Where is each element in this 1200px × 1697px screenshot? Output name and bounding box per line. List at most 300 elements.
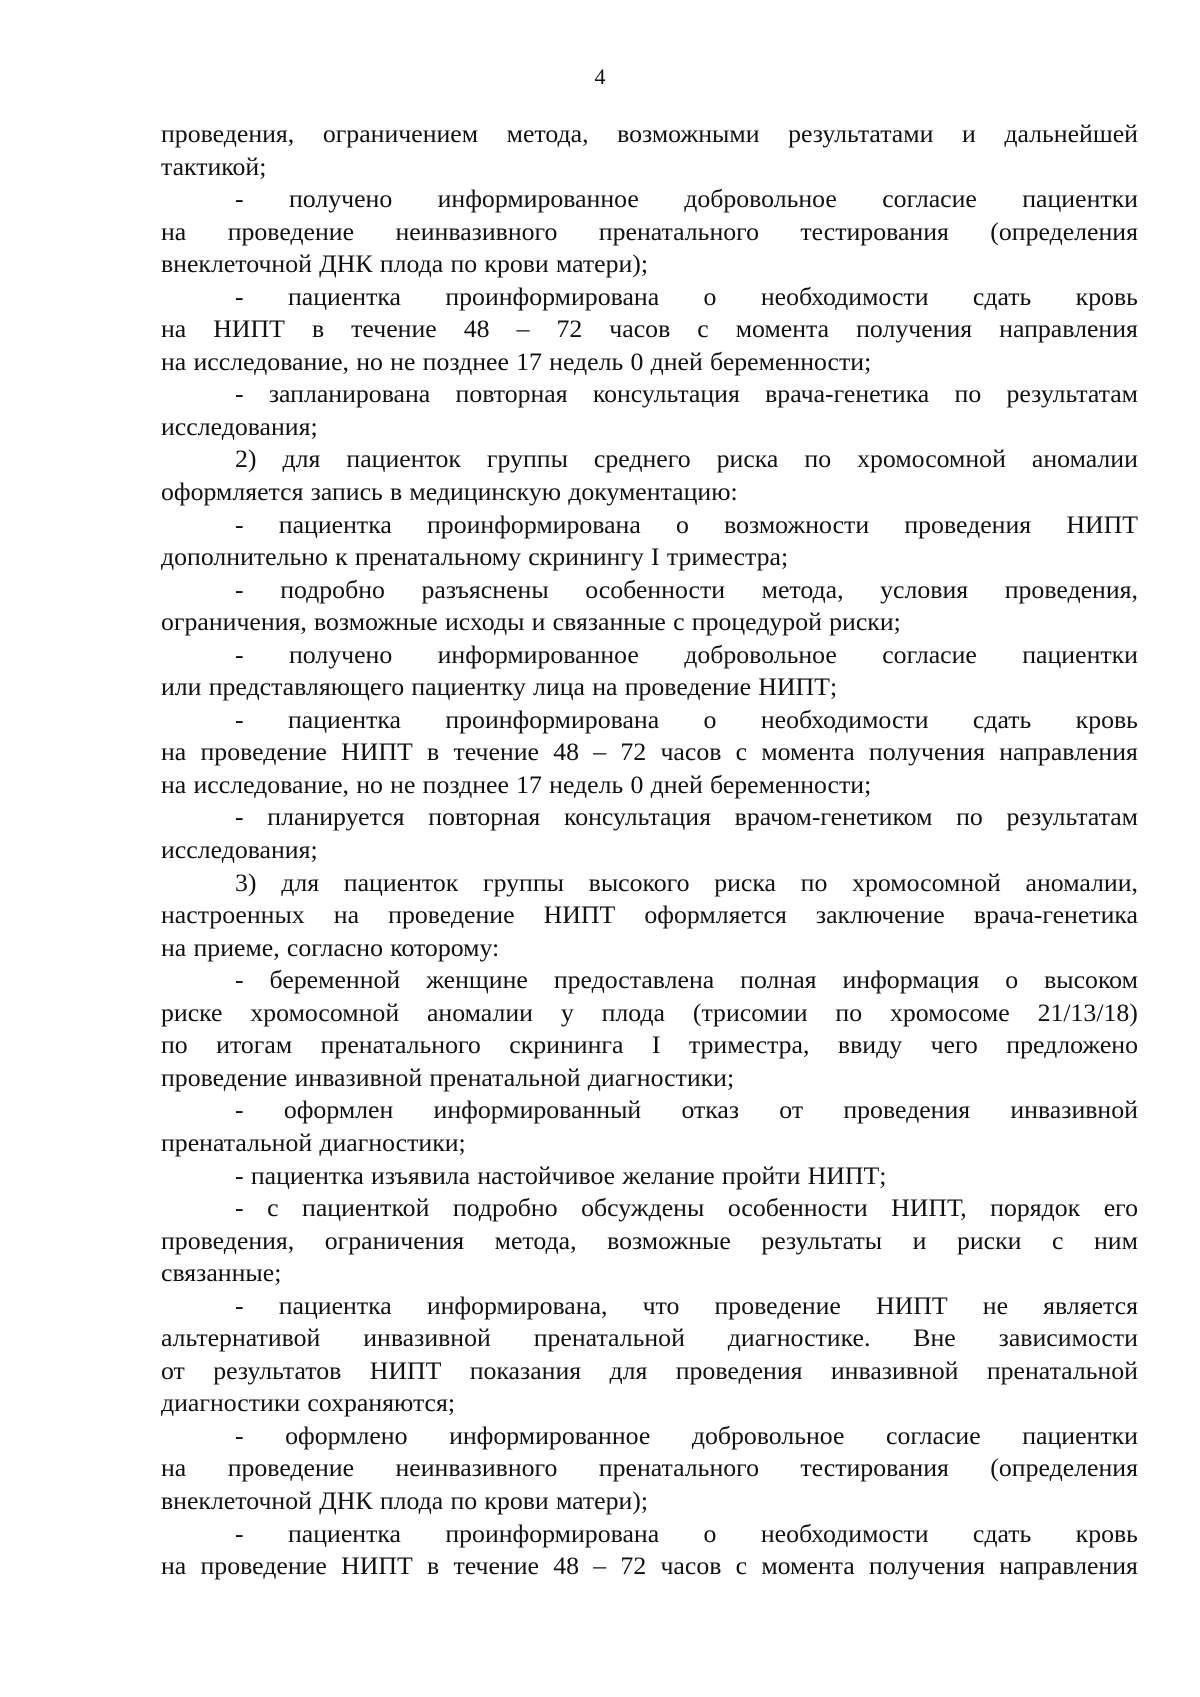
word: сохраняются; [307,1388,456,1418]
word: дней [650,346,703,376]
word: запись [310,477,383,507]
word: с [267,1193,279,1223]
text-line [161,541,1138,574]
word: возможности [724,509,870,539]
word: особенности [727,1193,868,1223]
word: сдать [972,281,1032,311]
word: исследование, [193,346,349,376]
word: не [390,346,416,376]
word: по [450,249,478,279]
word: НИПТ [1066,509,1138,539]
word: исходы [444,607,525,637]
word: ввиду [837,1030,903,1060]
word: итогам [216,1030,293,1060]
word: дополнительно [161,542,328,572]
word: неинвазивного [395,1453,558,1483]
word: показания [469,1355,582,1385]
word: женщине [426,965,528,995]
word: (определения [990,1453,1138,1483]
text-line [161,1290,1138,1323]
word: – [593,1551,607,1581]
text-line [161,1322,1138,1355]
word: для [282,444,321,474]
word: оформлено [285,1420,408,1450]
word: зависимости [998,1323,1138,1353]
word: направления [999,314,1138,344]
word: заключение [815,900,945,930]
word: о [676,509,689,539]
word: НИПТ [369,1355,442,1385]
word: НИПТ [341,737,413,767]
text-line [161,769,1138,802]
word: НИПТ, [891,1193,967,1223]
word: тактикой; [161,151,267,181]
word: приеме, [193,932,280,962]
word: - [235,1095,244,1125]
word: согласие [886,1420,981,1450]
word: (определения [990,216,1138,246]
word: проведения [675,1355,803,1385]
word: пренатального [598,216,759,246]
word: 0 [630,346,644,376]
word: - [235,281,244,311]
text-line [161,1127,1138,1160]
word: пациентка [250,1160,364,1190]
word: оформляется [644,900,787,930]
word: врача-генетика [765,379,930,409]
text-line [161,639,1138,672]
word: получено [288,639,393,669]
word: в [427,737,440,767]
word: беременности; [710,346,872,376]
word: момента [761,1551,855,1581]
text-line [161,1485,1138,1518]
text-line [161,606,1138,639]
word: пациентка [278,1290,392,1320]
word: скрининга [509,1030,624,1060]
word: неинвазивного [395,216,558,246]
text-line [161,1029,1138,1062]
word: о [703,704,717,734]
word: по [800,867,828,897]
word: пренатальной [986,1355,1138,1385]
word: - [235,574,244,604]
word: пациенток [343,867,459,897]
word: но [356,769,383,799]
text-line [161,476,1138,509]
word: от [779,1095,804,1125]
word: 72 [620,1551,647,1581]
word: добровольное [684,639,837,669]
word: пациентку [411,672,526,702]
word: диагностики [161,1388,301,1418]
word: оформляется [161,477,304,507]
text-line [161,997,1138,1030]
word: возможные [314,607,438,637]
word: проведения [904,509,1032,539]
word: пациентки [1022,1420,1138,1450]
word: пациентка [287,281,401,311]
word: пациенткой [302,1193,430,1223]
word: на [161,1551,187,1581]
word: желание [622,1160,715,1190]
word: лица [533,672,585,702]
word: о [1005,965,1019,995]
text-line [161,867,1138,900]
word: 17 [516,346,542,376]
word: альтернативой [161,1323,321,1353]
text-line [161,378,1138,411]
text-line [161,248,1138,281]
text-line [161,834,1138,867]
text-line [161,1225,1138,1258]
word: беременной [269,965,401,995]
word: 0 [630,769,644,799]
word: - [235,704,244,734]
word: аномалии, [1025,867,1138,897]
text-line [161,1452,1138,1485]
word: врачом-генетиком [734,802,933,832]
text-line [161,313,1138,346]
word: 72 [556,314,583,344]
word: НИПТ [213,314,285,344]
word: получения [856,314,973,344]
word: пренатальной [533,1323,685,1353]
word: крови [484,249,549,279]
word: информирована, [426,1290,608,1320]
word: с [1051,1225,1064,1255]
word: пациентка [278,509,392,539]
word: планируется [267,802,405,832]
word: проинформирована [445,704,660,734]
word: о [703,281,717,311]
word: или [161,672,202,702]
word: 48 [553,1551,580,1581]
word: согласие [882,639,977,669]
word: (трисомии [692,997,808,1027]
word: 17 [516,769,542,799]
word: согласие [882,184,977,214]
word: НИПТ; [807,1160,887,1190]
word: проинформирована [445,281,660,311]
word: - [235,1290,244,1320]
word: связанные [552,607,666,637]
word: метода, [494,1225,577,1255]
word: ДНК [319,249,373,279]
word: позднее [422,769,509,799]
word: матери); [555,249,649,279]
word: – [593,737,607,767]
word: изъявила [371,1160,471,1190]
word: проведение [161,1062,288,1092]
word: проведение [200,1551,327,1581]
word: инвазивной [294,1062,423,1092]
word: пациентки [1022,184,1138,214]
word: проведение [200,737,327,767]
word: хромосомной [250,997,400,1027]
word: риски [956,1225,1022,1255]
word: момента [735,314,830,344]
word: и [961,119,976,148]
word: настойчивое [477,1160,616,1190]
word: - [235,802,244,832]
text-line [161,509,1138,542]
word: получения [868,737,985,767]
text-line [161,1160,1138,1193]
word: исследование, [193,769,349,799]
word: на [592,672,618,702]
word: сдать [972,704,1032,734]
word: триместра; [666,542,789,572]
word: необходимости [760,1518,929,1548]
word: течение [453,1551,540,1581]
word: исследования; [161,835,318,865]
word: хромосомной [852,867,1001,897]
word: 2) [235,444,257,474]
word: проведения, [1004,574,1138,604]
word: настроенных [161,900,305,930]
text-line [161,964,1138,997]
word: результатам [1006,802,1138,832]
word: хромосомной [857,444,1006,474]
word: не [390,769,416,799]
word: направления [999,1551,1138,1581]
word: от [161,1355,185,1385]
word: НИПТ [543,900,616,930]
word: и [531,607,546,637]
word: - [235,379,244,409]
word: необходимости [760,281,929,311]
word: течение [453,737,540,767]
word: получения [868,1551,985,1581]
text-line [161,704,1138,737]
text-line [161,1355,1138,1388]
word: представляющего [208,672,405,702]
word: предложено [1006,1030,1138,1060]
word: пациентка [287,1518,401,1548]
word: которому: [390,932,500,962]
word: - [235,639,244,669]
word: возможные [607,1225,731,1255]
text-line [161,216,1138,249]
word: результаты [761,1225,883,1255]
word: для [281,867,320,897]
word: к [335,542,348,572]
word: на [161,769,187,799]
word: пройти [721,1160,801,1190]
text-line [161,1192,1138,1225]
word: с [735,737,748,767]
text-line [161,1257,1138,1290]
word: результатам [1006,379,1138,409]
word: ДНК [319,1485,373,1515]
text-line [161,118,1138,151]
word: разъяснены [421,574,549,604]
word: связанные; [161,1258,282,1288]
word: аномалии [426,997,533,1027]
word: врача-генетика [973,900,1138,930]
word: с [697,314,709,344]
word: пренатальной [161,1127,313,1157]
word: кровь [1075,281,1138,311]
word: ним [1093,1225,1138,1255]
word: для [609,1355,648,1385]
word: о [703,1518,717,1548]
word: является [1043,1290,1138,1320]
word: полная [740,965,817,995]
word: НИПТ [341,1551,413,1581]
text-line [161,411,1138,444]
text-line [161,574,1138,607]
word: условия [880,574,969,604]
word: - [235,1518,244,1548]
word: 48 [553,737,580,767]
word: повторная [428,802,541,832]
word: сдать [972,1518,1032,1548]
word: проведения [843,1095,971,1125]
word: проведение [624,672,752,702]
word: консультация [592,379,740,409]
word: диагностики; [319,1127,466,1157]
word: I [651,542,660,572]
word: добровольное [691,1420,845,1450]
word: плода [379,249,444,279]
word: проведение [227,216,355,246]
word: результатами [788,119,934,148]
word: что [642,1290,680,1320]
word: по [956,802,983,832]
text-line [161,443,1138,476]
word: дней [650,769,703,799]
word: недель [549,769,624,799]
word: ограничения [324,1225,465,1255]
word: направления [999,737,1138,767]
word: инвазивной [363,1323,491,1353]
text-line [161,932,1138,965]
word: - [235,1160,244,1190]
word: возможными [617,119,760,148]
word: не [982,1290,1009,1320]
word: информация [842,965,980,995]
word: на [161,216,187,246]
text-line [161,1518,1138,1551]
word: согласно [286,932,383,962]
text-line [161,801,1138,834]
word: проведение [714,1290,841,1320]
word: риска [714,867,776,897]
word: его [1103,1193,1138,1223]
word: на [161,314,187,344]
word: риска [716,444,779,474]
text-line [161,736,1138,769]
word: - [235,1193,244,1223]
word: ограничения, [161,607,307,637]
word: проинформирована [427,509,641,539]
word: НИПТ; [758,672,838,702]
word: проведения, [161,119,295,148]
word: 48 [463,314,490,344]
word: крови [484,1485,549,1515]
word: позднее [422,346,509,376]
word: - [235,184,244,214]
word: инвазивной [1010,1095,1138,1125]
word: 72 [620,737,647,767]
text-line [161,151,1138,184]
word: кровь [1075,704,1138,734]
word: оформлен [283,1095,394,1125]
word: пациенток [346,444,461,474]
word: проведение [388,900,515,930]
word: часов [660,1551,722,1581]
word: часов [609,314,671,344]
word: получено [288,184,393,214]
word: информированное [437,639,639,669]
word: на [161,932,187,962]
word: на [161,1453,187,1483]
text-line [161,281,1138,314]
word: в [427,1551,440,1581]
word: НИПТ [876,1290,948,1320]
word: плода [379,1485,444,1515]
word: пациентка [287,704,401,734]
word: по [161,1030,188,1060]
word: у [560,997,574,1027]
word: исследования; [161,411,318,441]
word: 3) [235,867,257,897]
word: документацию: [568,477,738,507]
text-line [161,1420,1138,1453]
word: повторная [455,379,568,409]
word: риски; [829,607,901,637]
word: триместра, [688,1030,810,1060]
word: дальнейшей [1004,119,1138,148]
word: часов [660,737,722,767]
word: аномалии [1031,444,1138,474]
word: внеклеточной [161,249,312,279]
word: пренатального [598,1453,759,1483]
word: 21/13/18) [1037,997,1138,1027]
word: подробно [452,1193,558,1223]
word: информированный [433,1095,642,1125]
word: в [390,477,403,507]
word: особенности [585,574,726,604]
word: высокого [588,867,690,897]
word: по [450,1485,478,1515]
word: хромосоме [890,997,1010,1027]
word: отказ [681,1095,740,1125]
word: кровь [1075,1518,1138,1548]
text-line [161,183,1138,216]
word: пренатального [320,1030,481,1060]
text-line [161,1550,1138,1583]
word: проинформирована [445,1518,660,1548]
word: метода, [506,119,589,148]
text-line [161,899,1138,932]
document-body [161,118,1138,1583]
word: – [516,314,530,344]
text-line [161,1062,1138,1095]
word: момента [761,737,855,767]
word: ограничением [322,119,479,148]
word: группы [486,444,568,474]
word: медицинскую [409,477,561,507]
word: группы [482,867,564,897]
word: с [735,1551,748,1581]
word: на [161,346,187,376]
word: течение [351,314,437,344]
word: запланирована [268,379,431,409]
word: добровольное [684,184,837,214]
